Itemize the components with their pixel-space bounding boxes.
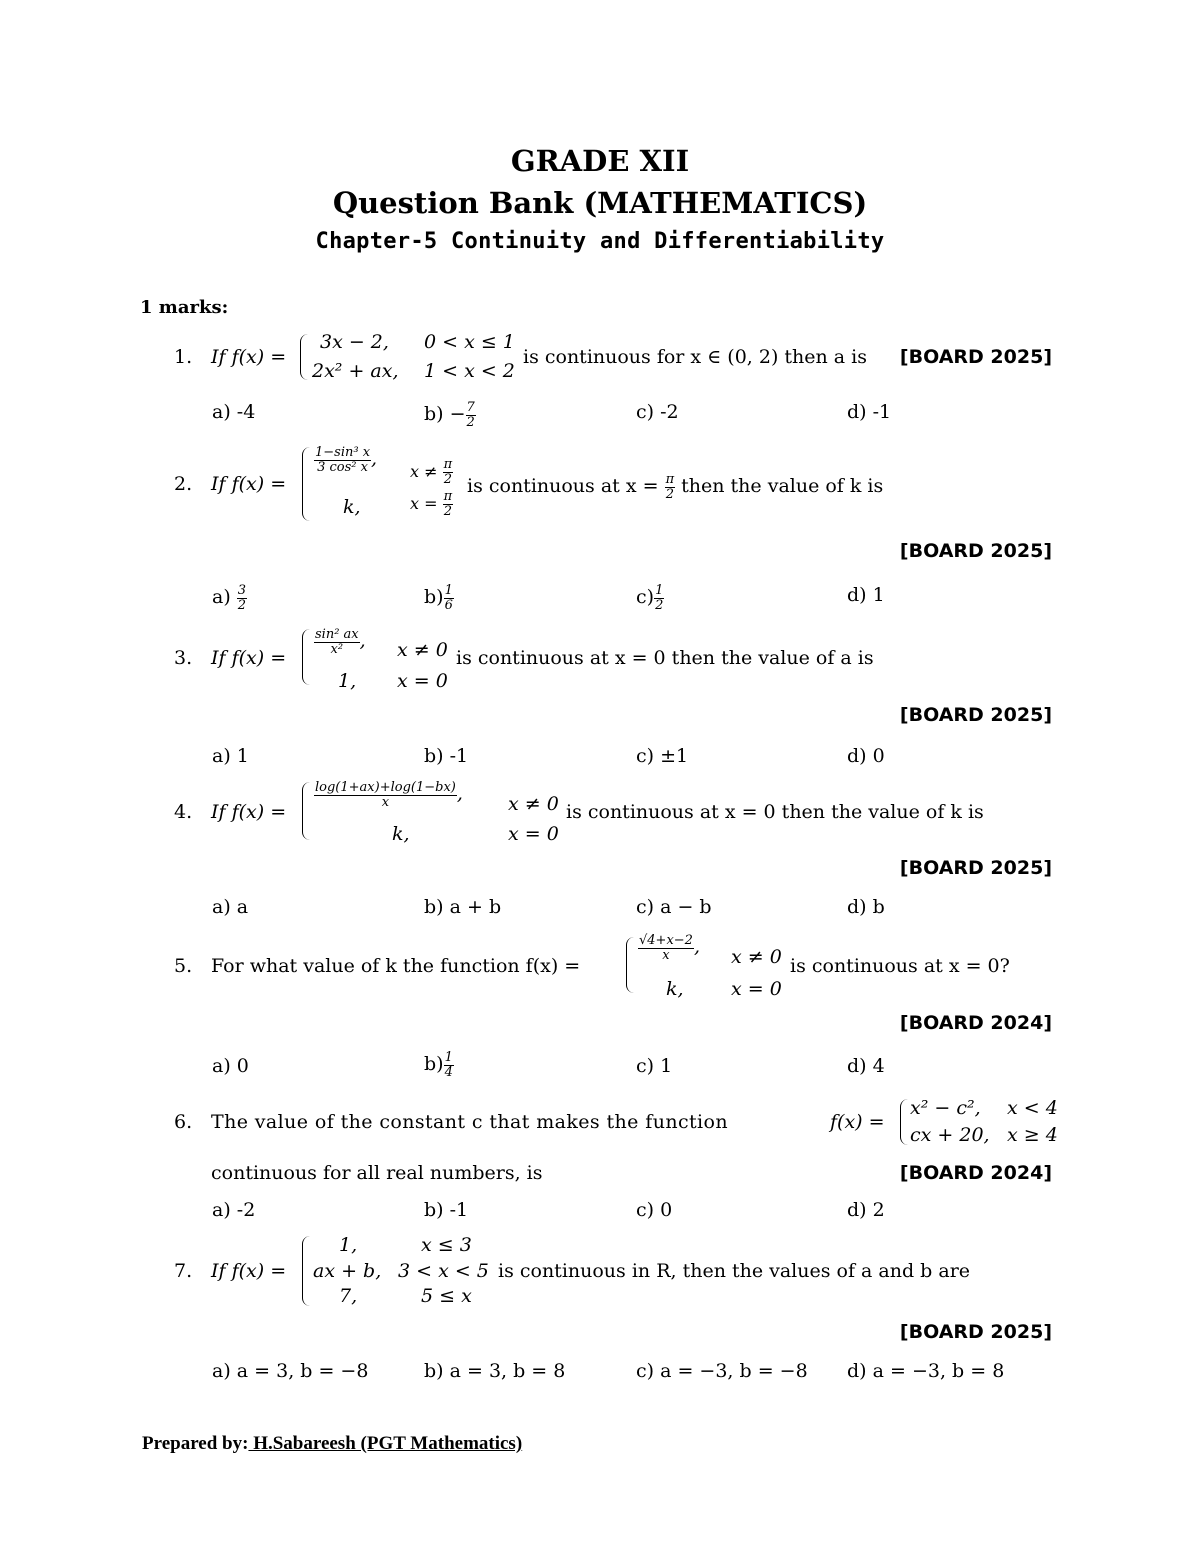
frac-denominator: 2 [237, 597, 247, 613]
option-d: d) 2 [847, 1199, 885, 1221]
piecewise-brace [302, 1236, 310, 1306]
case1-condition: 0 < x ≤ 1 [424, 331, 515, 353]
question-number: 6. [174, 1111, 193, 1133]
question-suffix: is continuous for x ∈ (0, 2) then a is [523, 346, 867, 368]
option-d: d) 1 [847, 584, 885, 606]
case1-expression: x² − c², [910, 1097, 981, 1119]
frac-numerator: π [665, 472, 675, 487]
case2-expression: 2x² + ax, [312, 360, 399, 382]
case1-expression: 1, [339, 1234, 358, 1256]
case1-condition: x ≤ 3 [421, 1234, 472, 1256]
option-d: d) b [847, 896, 885, 918]
case1-fraction: $\frac{√4+x-2}{x}$ , [639, 933, 700, 963]
piecewise-brace [302, 782, 310, 840]
case2-expression: ax + b, [313, 1260, 382, 1282]
case2-condition: x = 0 [508, 823, 559, 845]
frac-numerator: π [443, 489, 453, 504]
case1-condition: x ≠ $\frac{\pi}{2}$ [410, 457, 453, 487]
board-tag: [BOARD 2024] [899, 1162, 1052, 1184]
frac-numerator: √4+x−2 [639, 933, 693, 948]
option-b: b) -1 [424, 1199, 469, 1221]
case1-fraction: $\frac{\text{1−sin³ x}}{\text{3 cos² x}}$ , [315, 445, 378, 475]
frac-denominator: 2 [466, 414, 475, 430]
frac-numerator: 1−sin³ x [315, 445, 371, 460]
option-a: a) a = 3, b = −8 [212, 1360, 369, 1382]
footer-credit [142, 1433, 522, 1455]
question-number: 5. [174, 955, 193, 977]
frac-denominator: 2 [655, 597, 664, 613]
question-prefix: The value of the constant c that makes the function [211, 1111, 728, 1133]
frac-numerator: log(1+ax)+log(1−bx) [315, 780, 456, 795]
case2-condition: x = 0 [731, 978, 782, 1000]
board-tag: [BOARD 2025] [899, 1321, 1052, 1343]
case3-condition: 5 ≤ x [421, 1285, 472, 1307]
case1-fraction: $\frac{\text{sin² ax}}{\text{x²}}$ , [315, 627, 366, 657]
case2-condition: 3 < x < 5 [398, 1260, 489, 1282]
board-tag: [BOARD 2025] [899, 540, 1052, 562]
piecewise-brace [626, 937, 634, 993]
question-suffix: is continuous at x = 0 then the value of a is [456, 647, 874, 669]
piecewise-brace [302, 447, 310, 521]
option-c-label: c) [636, 586, 655, 609]
question-prefix: If f(x) = [211, 801, 287, 823]
function-label: f(x) = [830, 1111, 885, 1133]
option-a: a) -4 [212, 401, 256, 423]
option-a [212, 584, 247, 612]
section-label: 1 marks: [140, 297, 229, 318]
question-number: 7. [174, 1260, 193, 1282]
question-number: 4. [174, 801, 193, 823]
case3-expression: 7, [339, 1285, 358, 1307]
option-c: c) 1 [636, 1055, 673, 1077]
question-prefix: If f(x) = [211, 647, 287, 669]
case2-condition: x = $\frac{\pi}{2}$ [410, 489, 453, 519]
case1-condition: x ≠ 0 [731, 946, 782, 968]
option-c: c) a − b [636, 896, 712, 918]
option-b [424, 401, 476, 429]
question-prefix: If f(x) = [211, 473, 287, 495]
minus-sign: − [449, 403, 466, 426]
option-c: c) ±1 [636, 745, 689, 767]
frac-denominator: x² [330, 641, 344, 657]
case1-fraction: $\frac{\log(1+ax)+\log(1-bx)}{x}$ , [315, 780, 463, 810]
option-a: a) 1 [212, 745, 249, 767]
option-c: c) 0 [636, 1199, 673, 1221]
option-b-label: b) [424, 1053, 444, 1076]
page-title: Question Bank (MATHEMATICS) [332, 186, 868, 220]
case2-expression: cx + 20, [910, 1124, 990, 1146]
chapter-heading: Chapter-5 Continuity and Differentiability [315, 229, 885, 254]
case1-condition: x ≠ 0 [508, 793, 559, 815]
frac-denominator: 2 [443, 471, 453, 487]
question-prefix: For what value of k the function f(x) = [211, 955, 581, 977]
option-c: c) a = −3, b = −8 [636, 1360, 808, 1382]
option-a: a) 0 [212, 1055, 249, 1077]
frac-numerator: π [443, 457, 453, 472]
frac-denominator: x [662, 947, 670, 963]
frac-numerator: 1 [655, 583, 664, 598]
frac-denominator: 4 [444, 1064, 453, 1080]
option-b [424, 584, 454, 612]
piecewise-brace [302, 629, 310, 685]
frac-numerator: 7 [466, 400, 475, 415]
case2-expression: k, [343, 496, 361, 518]
option-b: b) -1 [424, 745, 469, 767]
option-d: d) 0 [847, 745, 885, 767]
piecewise-brace [300, 334, 308, 380]
case2-condition: x ≥ 4 [1007, 1124, 1058, 1146]
question-prefix: If f(x) = [211, 1260, 287, 1282]
piecewise-brace [900, 1099, 908, 1145]
option-d: d) -1 [847, 401, 892, 423]
board-tag: [BOARD 2025] [899, 857, 1052, 879]
case1-condition: x ≠ 0 [397, 639, 448, 661]
option-c: c) -2 [636, 401, 679, 423]
option-b-label: b) [424, 586, 444, 609]
option-b: b) a = 3, b = 8 [424, 1360, 566, 1382]
option-d: d) a = −3, b = 8 [847, 1360, 1005, 1382]
question-number: 2. [174, 473, 193, 495]
question-suffix: is continuous in R, then the values of a and b are [498, 1260, 971, 1282]
case1-condition: x < 4 [1007, 1097, 1058, 1119]
option-a: a) -2 [212, 1199, 256, 1221]
question-number: 3. [174, 647, 193, 669]
frac-numerator: sin² ax [315, 627, 359, 642]
frac-denominator: 3 cos² x [317, 459, 368, 475]
option-b: b) a + b [424, 896, 502, 918]
option-b-label: b) [424, 403, 444, 426]
frac-denominator: 2 [443, 503, 453, 519]
frac-denominator: 2 [665, 486, 674, 502]
board-tag: [BOARD 2024] [899, 1012, 1052, 1034]
frac-numerator: 3 [237, 583, 247, 598]
question-suffix: is continuous at x = 0 then the value of k is [566, 801, 984, 823]
question-suffix: is continuous at x = 0? [790, 955, 1010, 977]
frac-denominator: x [381, 794, 390, 810]
option-a: a) a [212, 896, 249, 918]
case1-expression: 3x − 2, [320, 331, 389, 353]
option-a-label: a) [212, 586, 231, 609]
question-number: 1. [174, 346, 193, 368]
board-tag: [BOARD 2025] [899, 346, 1052, 368]
question-prefix: If f(x) = [211, 346, 287, 368]
frac-numerator: 1 [444, 583, 453, 598]
case2-condition: 1 < x < 2 [424, 360, 515, 382]
option-b [424, 1051, 454, 1079]
question-suffix: is continuous at x = $\frac{\pi}{2}$ then the value of k is [467, 472, 884, 502]
case2-expression: k, [666, 978, 684, 1000]
question-line-2: continuous for all real numbers, is [211, 1162, 543, 1184]
frac-denominator: 6 [444, 597, 453, 613]
case2-expression: k, [392, 823, 410, 845]
case2-condition: x = 0 [397, 670, 448, 692]
case2-expression: 1, [338, 670, 357, 692]
grade-heading: GRADE XII [510, 144, 690, 178]
option-d: d) 4 [847, 1055, 885, 1077]
footer-author: H.Sabareesh (PGT Mathematics) [248, 1433, 523, 1454]
board-tag: [BOARD 2025] [899, 704, 1052, 726]
frac-numerator: 1 [444, 1050, 453, 1065]
option-c [636, 584, 664, 612]
footer-label: Prepared by: [142, 1433, 249, 1454]
